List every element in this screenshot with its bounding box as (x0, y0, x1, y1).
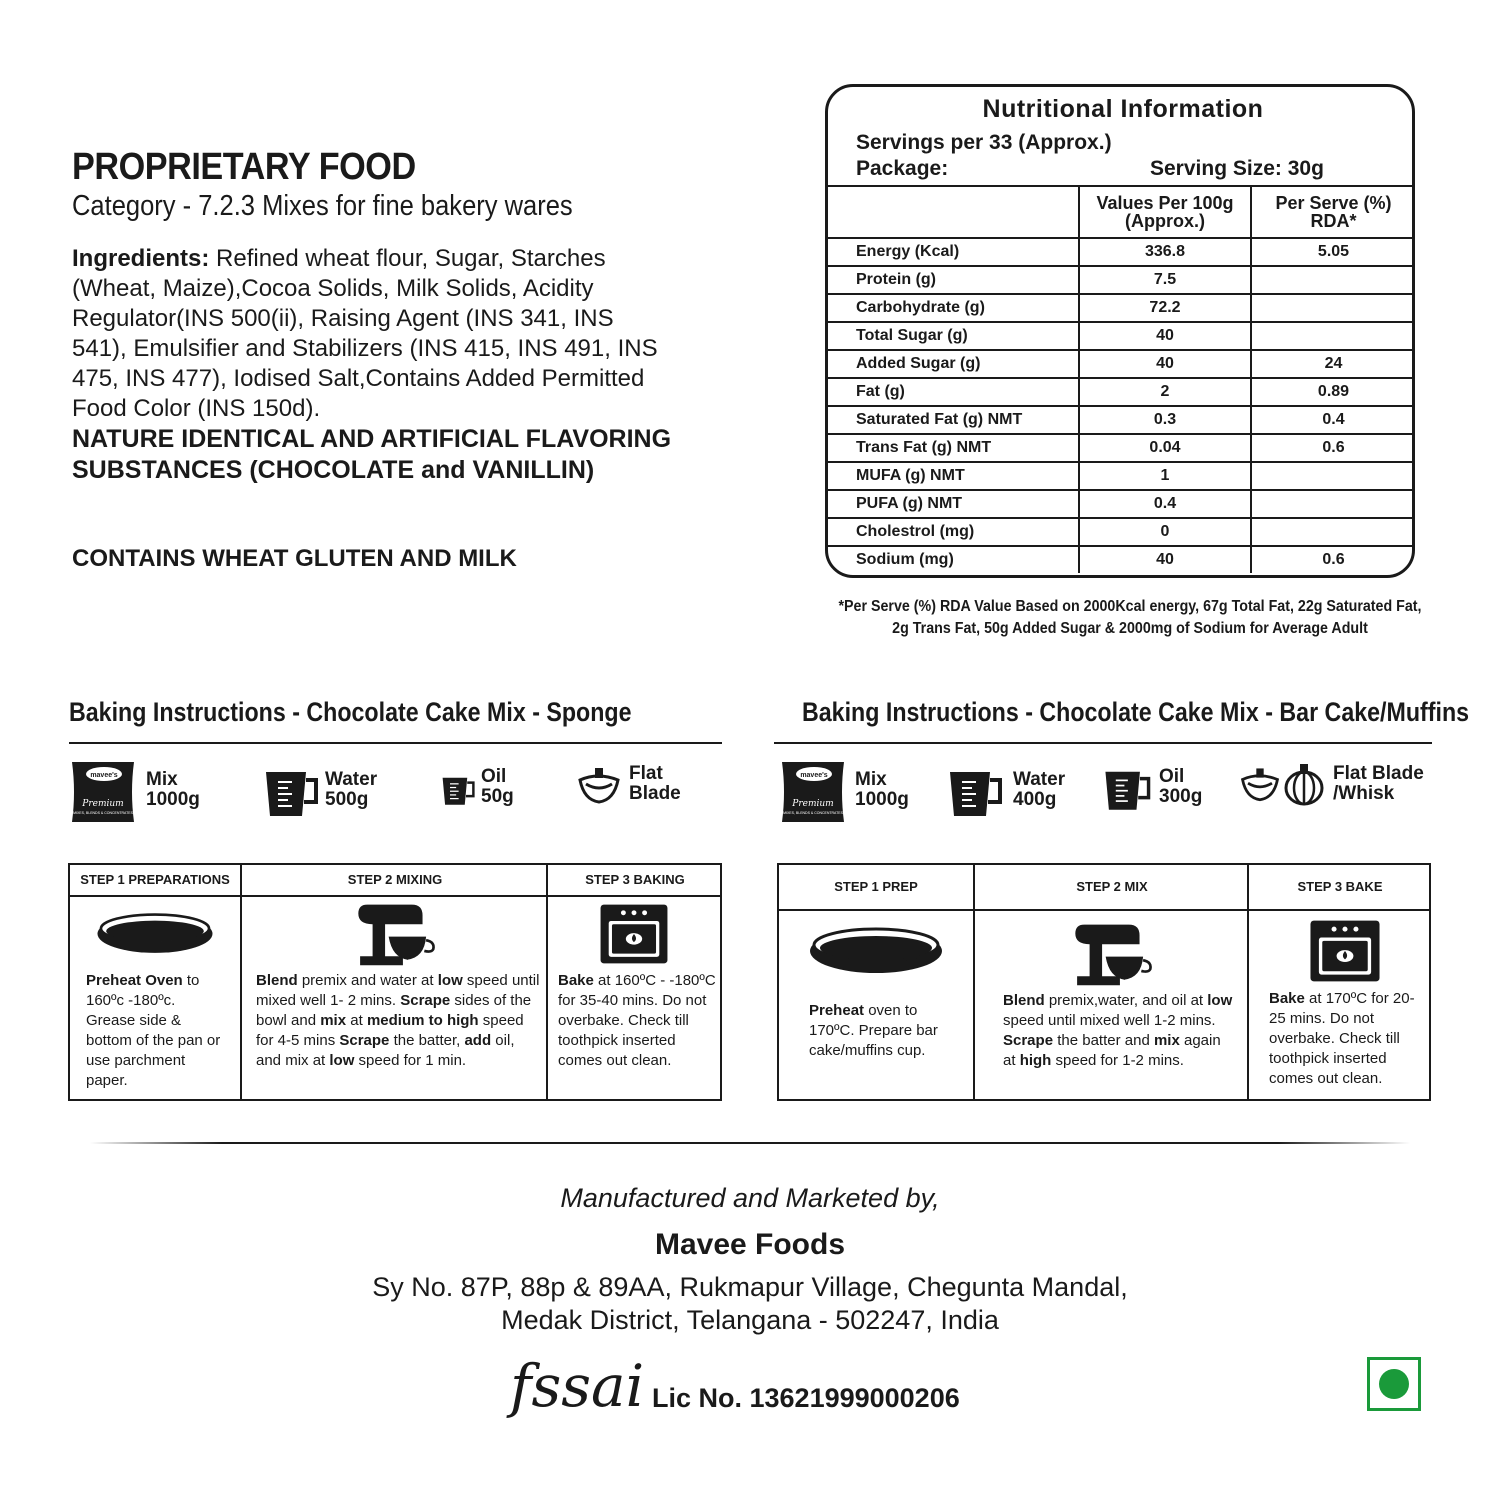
nutrition-row (828, 462, 1415, 490)
sponge-step-3-head: STEP 3 BAKING (548, 865, 722, 897)
sponge-s2-bold-1: Blend (256, 972, 298, 989)
sponge-s2-text-5: speed for 4-5 mins (256, 1012, 524, 1049)
sponge-s2-bold-4: mix (320, 1012, 347, 1029)
barcake-mix-label (855, 770, 909, 810)
barcake-s1-text-1: oven to 170ºC. Prepare bar cake/muffins cup. (809, 1002, 938, 1059)
pack-label-text: Premium (792, 799, 834, 809)
barcake-step-3-head: STEP 3 BAKE (1249, 865, 1431, 911)
barcake-s2-text-5: speed for 1-2 mins. (1051, 1052, 1184, 1069)
sponge-s2-text-1: premix and water at (297, 972, 438, 989)
veg-dot (1379, 1369, 1409, 1399)
ingredients-text: Refined wheat flour, Sugar, Starches (Wheat, Maize),Cocoa Solids, Milk Solids, Acidity Regulator(INS 500(ii), Raising Agent (INS 341, INS 541), Emulsifier and Stabilizers (INS 415, INS 491, INS 475, INS 477), Iodised Salt,Contains Added Permitted Food Color (INS 150d). (72, 245, 658, 422)
barcake-oil-label (1159, 767, 1202, 807)
sponge-s2-bold-5: medium to high (366, 1012, 479, 1029)
barcake-s2-text-1: premix,water, and oil at (1044, 992, 1208, 1009)
header-per-serve-rda: Per Serve (%) RDA* (1251, 186, 1415, 238)
nutrient-rda (1251, 294, 1415, 322)
barcake-mix-qty: 1000g (855, 789, 909, 810)
sponge-step-2-text (256, 971, 542, 1071)
sponge-step-2 (240, 865, 548, 1099)
nutrient-name: Sodium (mg) (828, 546, 1079, 573)
oil-jug-icon (1102, 766, 1152, 817)
veg-symbol-icon (1367, 1357, 1421, 1411)
nutrition-row (828, 434, 1415, 462)
sponge-s3-bold-1: Bake (558, 972, 594, 989)
sponge-water-qty: 500g (325, 789, 369, 810)
barcake-blade-line-1: Flat Blade (1333, 763, 1424, 784)
nutrition-panel (825, 84, 1415, 578)
sponge-oil-qty: 50g (481, 786, 514, 807)
ingredients-paragraph (72, 244, 672, 424)
sponge-steps-table (68, 863, 722, 1101)
barcake-step-1 (779, 865, 973, 1099)
barcake-blade-label (1333, 764, 1424, 804)
sponge-water-name: Water (325, 769, 378, 790)
barcake-blade-line-2: /Whisk (1333, 783, 1395, 804)
nutrient-name: Trans Fat (g) NMT (828, 434, 1079, 462)
footer-divider (90, 1142, 1410, 1144)
pack-brand-text: mavee's (800, 772, 828, 779)
barcake-water-label (1013, 770, 1065, 810)
nutrient-name: Total Sugar (g) (828, 322, 1079, 350)
sponge-s2-bold-6: Scrape (339, 1032, 390, 1049)
nutrient-rda: 0.6 (1251, 546, 1415, 573)
nutrition-row (828, 378, 1415, 406)
flavoring-statement: NATURE IDENTICAL AND ARTIFICIAL FLAVORING SUBSTANCES (CHOCOLATE and VANILLIN) (72, 425, 672, 484)
nutrient-rda (1251, 518, 1415, 546)
barcake-s2-text-4: again at (1003, 1032, 1221, 1069)
barcake-s2-bold-5: high (1019, 1052, 1052, 1069)
nutrient-name: MUFA (g) NMT (828, 462, 1079, 490)
sponge-step-3 (546, 865, 722, 1099)
sponge-s2-bold-8: low (329, 1052, 355, 1069)
header-values-per-100g: Values Per 100g (Approx.) (1079, 186, 1251, 238)
sponge-s3-text-1: at 160ºC - -180ºC for 35-40 mins. Do not overbake. Check till toothpick inserted comes out clean. (558, 972, 716, 1069)
nutrient-value: 40 (1079, 322, 1251, 350)
nutrient-value: 2 (1079, 378, 1251, 406)
nutrient-rda (1251, 462, 1415, 490)
sponge-water-label (325, 770, 377, 810)
nutrient-value: 0.4 (1079, 490, 1251, 518)
address-line-1: Sy No. 87P, 88p & 89AA, Rukmapur Village, Chegunta Mandal, (372, 1272, 1128, 1302)
sponge-s1-text-1: to 160ºc -180ºc. Grease side & bottom of the pan or use parchment paper. (86, 972, 221, 1089)
nutrition-row (828, 406, 1415, 434)
flat-blade-icon (1237, 766, 1283, 809)
sponge-blade-label (629, 764, 681, 804)
serving-size: Serving Size: 30g (1150, 157, 1324, 180)
sponge-mix-qty: 1000g (146, 789, 200, 810)
pack-sub-text: MIXES, BLENDS & CONCENTRATES (783, 811, 843, 815)
ingredients-label: Ingredients: (72, 245, 210, 272)
nutrition-row (828, 266, 1415, 294)
rda-footnote (808, 596, 1452, 640)
sponge-s2-text-8: speed for 1 min. (354, 1052, 467, 1069)
stand-mixer-icon (342, 901, 446, 972)
oven-icon (590, 903, 678, 970)
servings-per-package: Servings per 33 (Approx.) (856, 131, 1112, 154)
pack-label-text: Premium (82, 799, 124, 809)
sponge-s2-bold-7: add (464, 1032, 492, 1049)
barcake-step-1-head: STEP 1 PREP (779, 865, 973, 911)
barcake-title: Baking Instructions - Chocolate Cake Mix - Bar Cake/Muffins (802, 697, 1470, 727)
fssai-logo: fssai (510, 1352, 645, 1420)
nutrient-rda: 0.6 (1251, 434, 1415, 462)
product-title: PROPRIETARY FOOD (72, 146, 416, 188)
nutrition-row (828, 294, 1415, 322)
nutrition-row (828, 518, 1415, 546)
package-label: Package: (856, 157, 949, 180)
barcake-mix-name: Mix (855, 769, 887, 790)
cake-pan-icon (806, 923, 946, 980)
whisk-icon (1284, 764, 1324, 811)
barcake-s2-text-3: the batter and (1053, 1032, 1154, 1049)
nutrition-row (828, 546, 1415, 573)
stand-mixer-icon (1059, 921, 1163, 992)
rda-footnote-line-2: 2g Trans Fat, 50g Added Sugar & 2000mg of Sodium for Average Adult (892, 620, 1368, 637)
nutrient-rda: 5.05 (1251, 238, 1415, 266)
nutrition-table (828, 185, 1415, 573)
rda-footnote-line-1: *Per Serve (%) RDA Value Based on 2000Kcal energy, 67g Total Fat, 22g Saturated Fat, (838, 598, 1422, 615)
barcake-step-2-head: STEP 2 MIX (975, 865, 1249, 911)
barcake-step-2 (973, 865, 1249, 1099)
nutrient-value: 1 (1079, 462, 1251, 490)
nutrient-name: Added Sugar (g) (828, 350, 1079, 378)
premix-pack-icon (68, 758, 138, 831)
sponge-step-1-text (86, 971, 226, 1091)
nutrient-value: 72.2 (1079, 294, 1251, 322)
flat-blade-icon (574, 766, 624, 811)
water-jug-icon (262, 766, 320, 823)
nutrient-name: Protein (g) (828, 266, 1079, 294)
sponge-title-rule (69, 742, 722, 744)
sponge-s2-text-7: oil, and mix at (256, 1032, 515, 1069)
nutrient-value: 0.3 (1079, 406, 1251, 434)
barcake-s2-bold-1: Blend (1003, 992, 1045, 1009)
sponge-blade-line-2: Blade (629, 783, 681, 804)
sponge-s2-text-4: at (346, 1012, 367, 1029)
manufactured-by-label: Manufactured and Marketed by, (560, 1183, 940, 1213)
nutrient-value: 336.8 (1079, 238, 1251, 266)
barcake-steps-table (777, 863, 1431, 1101)
sponge-oil-label (481, 767, 514, 807)
address-line-2: Medak District, Telangana - 502247, India (501, 1305, 999, 1335)
barcake-s1-bold-1: Preheat (809, 1002, 865, 1019)
sponge-mix-name: Mix (146, 769, 178, 790)
nutrition-row (828, 490, 1415, 518)
nutrient-name: Cholestrol (mg) (828, 518, 1079, 546)
barcake-water-name: Water (1013, 769, 1066, 790)
nutrient-value: 7.5 (1079, 266, 1251, 294)
nutrient-value: 40 (1079, 546, 1251, 573)
sponge-s2-text-3: sides of the bowl and (256, 992, 532, 1029)
nutrition-header-row (828, 186, 1415, 238)
sponge-blade-line-1: Flat (629, 763, 663, 784)
sponge-step-3-text (558, 971, 718, 1071)
nutrition-title: Nutritional Information (982, 95, 1264, 123)
nutrient-rda (1251, 322, 1415, 350)
nutrition-row (828, 322, 1415, 350)
sponge-title: Baking Instructions - Chocolate Cake Mix - Sponge (69, 697, 632, 727)
barcake-oil-name: Oil (1159, 766, 1185, 787)
barcake-oil-qty: 300g (1159, 786, 1203, 807)
sponge-s1-bold-1: Preheat Oven (86, 972, 183, 989)
barcake-s2-bold-3: Scrape (1003, 1032, 1054, 1049)
company-name: Mavee Foods (654, 1228, 846, 1261)
barcake-s2-bold-4: mix (1153, 1032, 1180, 1049)
barcake-s2-bold-2: low (1207, 992, 1233, 1009)
nutrient-value: 0 (1079, 518, 1251, 546)
barcake-s3-text-1: at 170ºC for 20-25 mins. Do not overbake. Check till toothpick inserted comes out clean. (1269, 990, 1415, 1087)
nutrient-rda (1251, 266, 1415, 294)
cake-pan-icon (94, 909, 216, 960)
sponge-s2-bold-3: Scrape (400, 992, 451, 1009)
sponge-step-2-head: STEP 2 MIXING (242, 865, 548, 897)
allergen-statement: CONTAINS WHEAT GLUTEN AND MILK (72, 545, 517, 572)
nutrient-name: Carbohydrate (g) (828, 294, 1079, 322)
license-number: Lic No. 13621999000206 (652, 1383, 960, 1413)
sponge-mix-label (146, 770, 200, 810)
nutrient-rda: 0.89 (1251, 378, 1415, 406)
nutrient-value: 0.04 (1079, 434, 1251, 462)
barcake-step-3-text (1269, 989, 1429, 1089)
water-jug-icon (946, 766, 1004, 823)
oven-icon (1299, 919, 1391, 988)
barcake-step-2-text (1003, 991, 1235, 1071)
barcake-s2-text-2: speed until mixed well 1-2 mins. (1003, 1012, 1216, 1029)
nutrient-value: 40 (1079, 350, 1251, 378)
pack-brand-text: mavee's (90, 772, 118, 779)
sponge-step-1-head: STEP 1 PREPARATIONS (70, 865, 240, 897)
pack-sub-text: MIXES, BLENDS & CONCENTRATES (73, 811, 133, 815)
nutrient-rda: 0.4 (1251, 406, 1415, 434)
nutrient-name: Energy (Kcal) (828, 238, 1079, 266)
nutrient-rda: 24 (1251, 350, 1415, 378)
sponge-s2-text-2: speed until mixed well 1- 2 mins. (256, 972, 540, 1009)
nutrition-row (828, 350, 1415, 378)
sponge-oil-name: Oil (481, 766, 507, 787)
nutrient-name: Saturated Fat (g) NMT (828, 406, 1079, 434)
product-category: Category - 7.2.3 Mixes for fine bakery wares (72, 190, 573, 222)
nutrition-row (828, 238, 1415, 266)
sponge-step-1 (70, 865, 240, 1099)
sponge-s2-text-6: the batter, (389, 1032, 465, 1049)
sponge-s2-bold-2: low (437, 972, 463, 989)
oil-jug-icon (440, 774, 476, 811)
header-blank-cell (828, 186, 1079, 238)
nutrient-rda (1251, 490, 1415, 518)
nutrient-name: PUFA (g) NMT (828, 490, 1079, 518)
barcake-step-1-text (809, 1001, 959, 1061)
barcake-step-3 (1247, 865, 1431, 1099)
premix-pack-icon (778, 758, 848, 831)
barcake-s3-bold-1: Bake (1269, 990, 1305, 1007)
barcake-title-rule (774, 742, 1432, 744)
barcake-water-qty: 400g (1013, 789, 1057, 810)
nutrient-name: Fat (g) (828, 378, 1079, 406)
